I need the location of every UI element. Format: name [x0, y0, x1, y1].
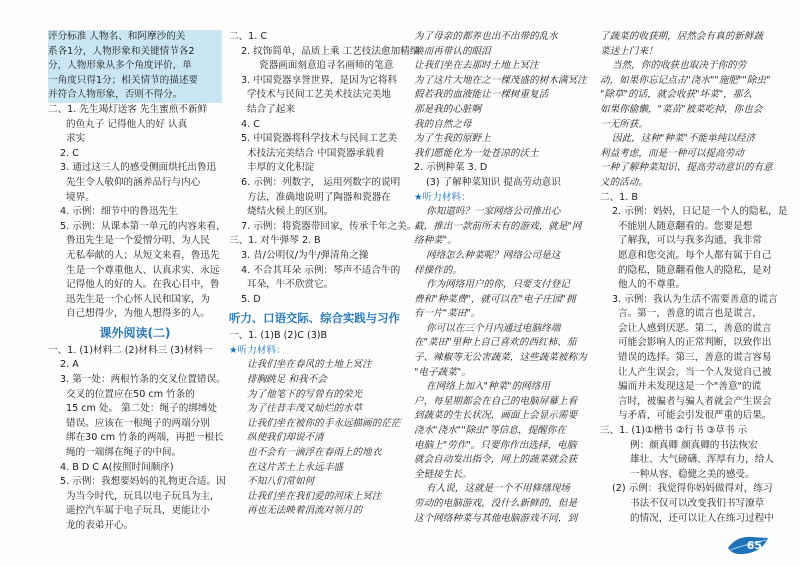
answer-line: 5. D	[241, 293, 261, 305]
listening-line: 全链接生长。	[414, 468, 472, 480]
listening-line: 络种菜"。	[414, 235, 457, 247]
listening-line: "除草"的话，就会收获"坏菜"，那么	[600, 89, 752, 101]
listening-line: 在"菜田"里种上自己喜欢的西红柿、茄	[414, 337, 577, 349]
answer-line: 言时，被骗者与骗人者就会产生误会	[618, 395, 772, 407]
listening-line: 因此，这种"种菜"不能单纯以经济	[612, 133, 756, 145]
column-2	[229, 30, 420, 519]
listening-line: 浇水"浇水""除虫"等信息，提醒你在	[414, 425, 566, 437]
answer-line: 的情况，还可以让人在练习过程中	[630, 512, 774, 524]
answer-line: 2. C	[60, 147, 79, 159]
text-line: 一角度只得1分；相关情节的描述要	[48, 74, 199, 86]
answer-line: 15 cm 处。 第二处：绳子的绑缚处	[66, 403, 218, 415]
answer-line: 不能别人随意翻看的。您要是想	[618, 220, 753, 232]
answer-line: 书法不仅可以改变我们书写潦草	[630, 498, 765, 509]
column-3	[414, 30, 594, 526]
answer-line: 3. 昔/公明仪/为牛/弹清角之操	[241, 249, 369, 261]
answer-line: 一种从容、稳健之美的感受。	[630, 468, 755, 480]
poem-line: 让我们坐在春风的土地上冥注	[247, 359, 372, 371]
listening-material-label: ★听力材料：	[414, 191, 471, 203]
listening-line: 了蔬菜的收获期，居然会有真的新鲜蔬	[600, 31, 764, 42]
poem-line: 我们愿能化为一处苍凉的沃土	[414, 147, 539, 159]
poem-line: 为了往昔丰茂又灿烂的水草	[247, 403, 363, 415]
answer-line: 三、1. 对牛弹琴 2. B	[229, 235, 321, 247]
listening-line: 网络怎么种菜呢？网络公司是这	[426, 249, 561, 261]
answer-line: 先生令人敬仰的涵养品行与内心	[66, 176, 201, 188]
listening-line: 义的活动。	[600, 176, 648, 188]
listening-line: 利益考虑，而是一种可以提高劳动	[600, 147, 744, 159]
answer-line: 2. A	[60, 359, 79, 371]
poem-line: 排胸跳足 和我不会	[247, 374, 327, 386]
poem-line: 让我们坐在我们爱的河床上冥注	[247, 490, 382, 502]
listening-line: 有一片"菜田"。	[414, 308, 481, 320]
answer-line: 烧结火候上的区别。	[247, 206, 334, 218]
section-title: 听力、口语交际、综合实践与习作	[229, 311, 400, 326]
listening-line: 费和"种菜费"，就可以在"电子庄园"拥	[414, 293, 576, 305]
listening-line: 在网络上加入"种菜"的网络用	[426, 381, 550, 393]
answer-line: 2. 示例：妈妈，日记是一个人的隐私，是	[612, 206, 788, 218]
answer-line: 记得他人的好的人。在我心目中，鲁	[66, 279, 220, 291]
answer-line: 愿意和您交流。每个人都有属于自己	[618, 249, 772, 261]
listening-line: 动，如果你忘记点击"浇水""施肥""除虫"	[600, 74, 771, 86]
answer-line: 4. 示例：细节中的鲁迅先生	[60, 206, 178, 218]
answer-line: 4. C	[241, 118, 260, 130]
poem-line: 不知八们常如何	[247, 476, 315, 488]
answer-line: 2. 纹饰简单，品质上乘 工艺技法愈加精细	[241, 45, 420, 57]
listening-line: 样操作的。	[414, 264, 462, 276]
answer-line: 二、1. B	[600, 191, 638, 203]
poem-line: 在这片苦土上永远丰盛	[247, 461, 343, 473]
answer-line: 的鱼丸子 记得他人的好 认真	[66, 118, 188, 130]
poem-line: 纵使我们却说不清	[247, 432, 324, 444]
answer-line: 鲁迅先生是一个爱憎分明、为人民	[66, 235, 210, 247]
listening-material-label: ★听力材料：	[229, 344, 286, 356]
poem-line: 让我们坐在去那时土地上冥注	[414, 60, 539, 72]
answer-line: 方法，准确地说明了陶器和瓷器在	[247, 191, 391, 203]
listening-line: 你可以在三个月内通过电脑终端	[426, 322, 561, 334]
listening-line: 劳动的电脑游戏，没什么新鲜的，但是	[414, 498, 578, 509]
answer-line: 4. B D C A(按照时间顺序)	[60, 461, 174, 473]
listening-line: 截，推出一款前所未有的游戏，就是"网	[414, 220, 582, 232]
text-line: 系各1分，人物形象和关键情节各2	[48, 45, 195, 57]
answer-line: 3. 示例：我认为生活不需要善意的谎言	[612, 293, 778, 305]
listening-line: 到蔬菜的生长状况，画面上会显示需要	[414, 410, 578, 422]
listening-line: 户，每星期都会在自己的电脑屏幕上看	[414, 395, 578, 407]
answer-line: 骗而并未发现这是一个"善意"的谎	[618, 381, 762, 393]
answer-line: 学技术与民间工艺美术技法完美地	[247, 89, 391, 101]
text-line: 分，人物形象从多个角度评价，单	[48, 60, 192, 72]
answer-line: (3) 了解种菜知识 提高劳动意识	[426, 176, 561, 188]
answer-line: 他人的不尊重。	[618, 279, 686, 291]
answer-line: 2. 示例种菜 3. D	[414, 162, 488, 174]
listening-line: 一种了解种菜知识、提高劳动意识的有意	[600, 162, 773, 174]
answer-line: 的隐私，随意翻看他人的隐私，是对	[618, 264, 772, 276]
answer-line: 5. 中国瓷器将科学技术与民间工艺美	[241, 133, 398, 145]
answer-line: 言。第一，善意的谎言也是谎言，	[618, 308, 762, 320]
poem-line: 假若我的血液能让一棵树重复活	[414, 89, 549, 101]
answer-line: 二、1. 先生竭灯送客 先生蜜煎不新鲜	[48, 103, 208, 115]
answer-line: 二、1. C	[229, 31, 268, 42]
answer-line: (2) 示例：我觉得你妈妈做得对，练习	[612, 483, 773, 495]
text-line: 评分标准 人物名、和阿摩沙的关	[48, 31, 186, 42]
answer-line: 错误。应该在一根绳子的两端分别	[66, 417, 210, 429]
answer-line: 术技法完美结合 中国瓷器承载着	[247, 147, 385, 159]
answer-line: 生是一个尊重他人、认真求实、永远	[66, 264, 220, 276]
listening-line: 子、辣椒等无公害蔬菜，这些蔬菜被称为	[414, 352, 587, 364]
answer-line: 错误的选择。第三，善意的谎言容易	[618, 352, 772, 364]
poem-line: 为了这片大地在之一棵茂盛的树木满冥注	[414, 74, 587, 86]
answer-line: 雄壮、大气磅礴、浑厚有力，给人	[630, 454, 774, 466]
answer-line: 三、1. (1)①楷书 ②行书 ③草书 示	[600, 425, 748, 437]
answer-line: 境界。	[66, 191, 95, 203]
answer-line: 遥控汽车属于电子玩具，更能让小	[66, 505, 210, 517]
answer-line: 结合了起来	[247, 103, 295, 115]
answer-line: 5. 示例：我想要妈妈的礼物更合适。因	[60, 476, 226, 488]
answer-line: 可能会影响人的正常判断，以致作出	[618, 337, 772, 349]
listening-line: 一无所获。	[600, 118, 648, 130]
section-title: 课外阅读(二)	[99, 325, 171, 340]
poem-line: 也不会有一滴浮在春雨上的地衣	[247, 447, 382, 459]
poem-line: 再也无法映着涓流对领月的	[247, 505, 363, 517]
answer-line: 一、1. (1)材料二 (2)材料三 (3)材料一	[48, 344, 213, 356]
poem-line: 为了生我的原野上	[414, 133, 491, 145]
answer-line: 6. 示例：列数字， 运用列数字的说明	[241, 176, 401, 188]
answer-line: 5. 示例：从课本第一单元的内容来看，	[60, 220, 226, 232]
poem-line: 让我们坐在被你的手永远描画的茫茫	[247, 417, 401, 429]
listening-line: 这个网络种菜与其他电脑游戏不同，到	[414, 512, 578, 524]
listening-line: 作为网络用户的你，只要支付登记	[426, 279, 570, 291]
answer-line: 了解我，可以与我多沟通，我非常	[618, 235, 762, 247]
answer-line: 一、1. (1)B (2)C (3)B	[229, 330, 328, 342]
answer-line: 与矛盾，可能会引发很严重的后果。	[618, 410, 772, 422]
answer-line: 绑在30 cm 竹条的两端，再把一根长	[66, 432, 224, 444]
answer-line: 无私奉献的人；从短文来看，鲁迅先	[66, 249, 220, 261]
answer-line: 例：颜真卿 颜真卿的书法恢宏	[630, 439, 758, 451]
poem-line: 我的自然之母	[414, 118, 472, 130]
answer-line: 会让人感到厌恶。第二，善意的谎言	[618, 322, 772, 334]
answer-line: 瓷器画面刻意追寻名画师的笔意	[259, 60, 394, 72]
listening-line: 就会自动发出指令，网上的蔬菜就会获	[414, 454, 578, 466]
answer-line: 求实	[66, 133, 86, 145]
listening-line: 菜送上门来！	[600, 45, 658, 57]
answer-line: 7. 示例：将瓷器带回家，传承千年之美。	[241, 220, 417, 232]
answer-line: 交叉的位置应在50 cm 竹条的	[66, 388, 195, 400]
answer-line: 自己想得少，为他人想得多的人。	[66, 308, 210, 320]
listening-line: 如果你偷懒，"菜苗"被菜吃掉，你也会	[600, 103, 763, 115]
answer-line: 3. 通过这三人的感受侧面烘托出鲁迅	[60, 162, 217, 174]
answer-line: 3. 中国瓷器享誉世界，是因为它将科	[241, 74, 398, 86]
poem-line: 为了母亲的都养也出不出带的乱水	[414, 31, 558, 42]
answer-line: 耳朵，牛不欣赏它。	[247, 279, 334, 291]
answer-line: 3. 第一处：两根竹条的交叉位置错误。	[60, 374, 226, 386]
text-line: 并符合人物形象，否则不得分。	[48, 89, 183, 101]
listening-line: 当然，你的收获也取决于你的劳	[612, 60, 747, 72]
answer-line: 为当今时代，玩具以电子玩具为主，	[66, 490, 220, 502]
column-4	[600, 30, 788, 526]
answer-line: 4. 不合其耳朵 示例：琴声不适合牛的	[241, 264, 401, 276]
answer-line: 让人产生误会，当一个人发觉自己被	[618, 366, 772, 378]
poem-line: 那是我的心脏啊	[414, 103, 482, 115]
answer-line: 迅先生是一个心怀人民和国家，为	[66, 293, 210, 305]
page-number: 65	[746, 539, 762, 552]
answer-line: 绳的一端绑在绳子的中间。	[66, 447, 182, 459]
column-1	[48, 30, 226, 534]
answer-line: 龙的表弟开心。	[66, 520, 134, 531]
listening-line: 电脑上"劳作"。只要你作出选择，电脑	[414, 439, 577, 451]
poem-line: 唤而再带认的眼泪	[414, 45, 491, 57]
scoring-criteria-box	[48, 30, 222, 103]
listening-line: "电子蔬菜"。	[414, 366, 471, 378]
poem-line: 为了他笔下的写曾有的荣光	[247, 388, 363, 400]
answer-line: 丰厚的文化积淀	[247, 162, 315, 174]
listening-line: 你知道吗？一家网络公司推出心	[426, 206, 561, 218]
listening-line: 有人说，这就是一个不用修缮现场	[426, 483, 570, 495]
